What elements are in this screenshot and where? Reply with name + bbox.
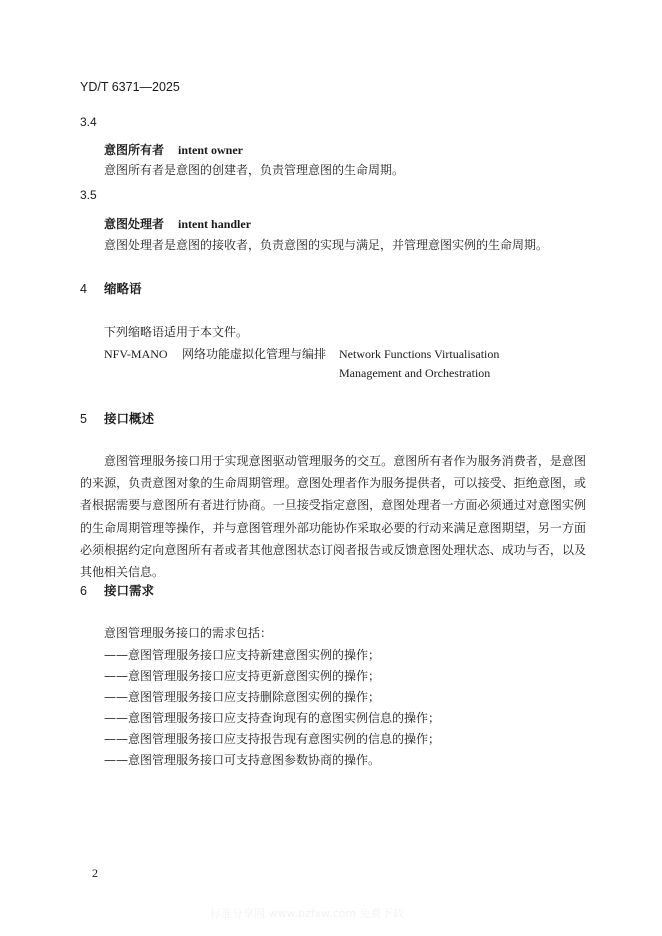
watermark: 标准分享网 www.bzfxw.com 免费下载 (210, 907, 404, 920)
section-intro: 意图管理服务接口的需求包括： (104, 626, 273, 640)
section-title: 接口概述 (104, 411, 155, 426)
section-number: 5 (80, 412, 87, 426)
section-title: 缩略语 (104, 281, 142, 296)
clause-number: 3.4 (80, 115, 97, 129)
term-entry (104, 215, 251, 232)
abbreviation-term: NFV-MANO (104, 347, 168, 361)
abbreviation-english: Network Functions Virtualisation (339, 347, 500, 361)
section-intro: 下列缩略语适用于本文件。 (104, 325, 249, 339)
term-definition: 意图处理者是意图的接收者，负责意图的实现与满足，并管理意图实例的生命周期。 (104, 238, 549, 252)
requirement-item: ——意图管理服务接口应支持更新意图实例的操作； (104, 669, 381, 683)
abbreviation-english-continued: Management and Orchestration (339, 366, 491, 380)
requirement-item: ——意图管理服务接口应支持查询现有的意图实例信息的操作； (104, 711, 441, 725)
term-entry (104, 141, 243, 158)
term-english: intent handler (178, 217, 252, 231)
page-number: 2 (92, 866, 98, 880)
term-definition: 意图所有者是意图的创建者，负责管理意图的生命周期。 (104, 163, 405, 177)
requirement-item: ——意图管理服务接口应支持报告现有意图实例的信息的操作； (104, 732, 441, 746)
section-heading (80, 581, 154, 599)
requirement-item: ——意图管理服务接口应支持删除意图实例的操作； (104, 690, 381, 704)
term-chinese: 意图处理者 (104, 217, 165, 231)
abbreviation-row (104, 345, 499, 362)
clause-number: 3.5 (80, 188, 97, 202)
document-code: YD/T 6371—2025 (80, 80, 180, 94)
term-chinese: 意图所有者 (104, 143, 165, 157)
abbreviation-chinese: 网络功能虚拟化管理与编排 (182, 347, 327, 361)
term-english: intent owner (178, 143, 244, 157)
section-heading (80, 409, 154, 427)
section-number: 4 (80, 282, 87, 296)
requirement-item: ——意图管理服务接口应支持新建意图实例的操作； (104, 648, 381, 662)
section-number: 6 (80, 584, 87, 598)
section-heading (80, 279, 142, 297)
requirement-item: ——意图管理服务接口可支持意图参数协商的操作。 (104, 753, 381, 767)
section-paragraph: 意图管理服务接口用于实现意图驱动管理服务的交互。意图所有者作为服务消费者，是意图的来源，负责意图对象的生命周期管理。意图处理者作为服务提供者，可以接受、拒绝意图，或者根据需要与意图所有者进行协商。一旦接受指定意图，意图处理者一方面必须通过对意图实例的生命周期管理等操作，并与意图管理外部功能协作采取必要的行动来满足意图期望，另一方面必须根据约定向意图所有者或者其他意图状态订阅者报告或反馈意图处理状态、成功与否，以及其他相关信息。 (80, 454, 586, 580)
section-title: 接口需求 (104, 583, 155, 598)
